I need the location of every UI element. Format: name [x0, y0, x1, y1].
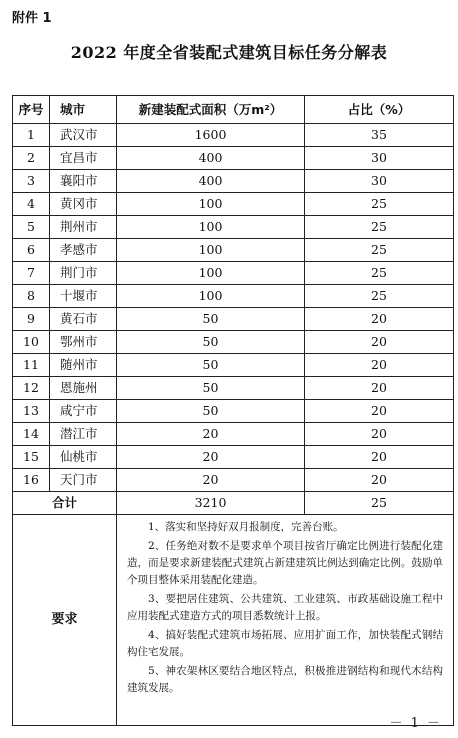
requirement-item: 5、神农架林区要结合地区特点，积极推进钢结构和现代木结构建筑发展。: [127, 665, 443, 694]
header-no: 序号: [13, 96, 50, 124]
row-area-cell: 50: [117, 400, 305, 423]
row-no-cell: 10: [13, 331, 50, 354]
row-area-cell: 100: [117, 262, 305, 285]
row-no-cell: 3: [13, 170, 50, 193]
row-ratio-cell: 20: [305, 446, 454, 469]
table-row: [13, 216, 454, 239]
header-area: 新建装配式面积（万m²）: [117, 96, 305, 124]
row-ratio-cell: 20: [305, 423, 454, 446]
table-row: [13, 354, 454, 377]
row-city-cell: 荆门市: [50, 262, 117, 285]
header-ratio: 占比（%）: [305, 96, 454, 124]
row-ratio-cell: 20: [305, 331, 454, 354]
row-area-cell: 50: [117, 377, 305, 400]
table-row: [13, 239, 454, 262]
table-row: [13, 400, 454, 423]
table-row: [13, 285, 454, 308]
table-row: [13, 331, 454, 354]
total-label: 合计: [13, 492, 117, 515]
row-city-cell: 黄石市: [50, 308, 117, 331]
row-ratio-cell: 35: [305, 124, 454, 147]
row-area-cell: 400: [117, 147, 305, 170]
row-area-cell: 50: [117, 308, 305, 331]
table-row: [13, 124, 454, 147]
table-row: [13, 262, 454, 285]
row-ratio-cell: 25: [305, 262, 454, 285]
row-area-cell: 100: [117, 216, 305, 239]
row-no-cell: 6: [13, 239, 50, 262]
attachment-label: 附件 1: [12, 11, 52, 26]
page-number: － 1 －: [389, 716, 442, 731]
row-no-cell: 9: [13, 308, 50, 331]
requirements-content: [117, 515, 454, 726]
table-row: [13, 423, 454, 446]
row-ratio-cell: 30: [305, 170, 454, 193]
row-no-cell: 15: [13, 446, 50, 469]
row-area-cell: 100: [117, 193, 305, 216]
requirement-item: 2、任务绝对数不是要求单个项目按省厅确定比例进行装配化建造，而是要求新建装配式建筑占新建建筑比例达到确定比例。鼓励单个项目整体采用装配化建造。: [127, 540, 443, 586]
row-no-cell: 14: [13, 423, 50, 446]
row-no-cell: 2: [13, 147, 50, 170]
row-area-cell: 100: [117, 239, 305, 262]
header-row: [13, 96, 454, 124]
table-body: [13, 124, 454, 726]
row-city-cell: 荆州市: [50, 216, 117, 239]
requirement-item: 3、要把居住建筑、公共建筑、工业建筑、市政基础设施工程中应用装配式建造方式的项目悉数统计上报。: [127, 593, 443, 622]
row-area-cell: 20: [117, 446, 305, 469]
row-city-cell: 天门市: [50, 469, 117, 492]
table-row: [13, 193, 454, 216]
row-city-cell: 仙桃市: [50, 446, 117, 469]
row-ratio-cell: 20: [305, 308, 454, 331]
row-no-cell: 13: [13, 400, 50, 423]
row-city-cell: 潜江市: [50, 423, 117, 446]
requirements-row: [13, 515, 454, 726]
row-no-cell: 16: [13, 469, 50, 492]
table-row: [13, 446, 454, 469]
row-no-cell: 7: [13, 262, 50, 285]
table-row: [13, 170, 454, 193]
total-area: 3210: [117, 492, 305, 515]
row-ratio-cell: 25: [305, 239, 454, 262]
requirement-item: 1、落实和坚持好双月报制度，完善台账。: [148, 521, 344, 533]
row-area-cell: 400: [117, 170, 305, 193]
table-row: [13, 308, 454, 331]
row-city-cell: 宜昌市: [50, 147, 117, 170]
requirements-label: 要求: [13, 515, 117, 726]
table-row: [13, 469, 454, 492]
row-city-cell: 十堰市: [50, 285, 117, 308]
row-ratio-cell: 20: [305, 377, 454, 400]
row-area-cell: 20: [117, 469, 305, 492]
row-city-cell: 武汉市: [50, 124, 117, 147]
row-no-cell: 4: [13, 193, 50, 216]
row-area-cell: 20: [117, 423, 305, 446]
row-area-cell: 50: [117, 354, 305, 377]
row-no-cell: 5: [13, 216, 50, 239]
row-city-cell: 黄冈市: [50, 193, 117, 216]
row-no-cell: 8: [13, 285, 50, 308]
header-city: 城市: [50, 96, 117, 124]
table-row: [13, 147, 454, 170]
row-ratio-cell: 25: [305, 216, 454, 239]
row-area-cell: 50: [117, 331, 305, 354]
row-city-cell: 随州市: [50, 354, 117, 377]
document-title: 2022 年度全省装配式建筑目标任务分解表: [70, 43, 388, 62]
row-area-cell: 1600: [117, 124, 305, 147]
total-row: [13, 492, 454, 515]
row-area-cell: 100: [117, 285, 305, 308]
table-row: [13, 377, 454, 400]
row-city-cell: 鄂州市: [50, 331, 117, 354]
row-ratio-cell: 30: [305, 147, 454, 170]
total-ratio: 25: [305, 492, 454, 515]
row-city-cell: 恩施州: [50, 377, 117, 400]
row-ratio-cell: 20: [305, 469, 454, 492]
row-ratio-cell: 25: [305, 193, 454, 216]
row-no-cell: 1: [13, 124, 50, 147]
row-no-cell: 12: [13, 377, 50, 400]
row-ratio-cell: 20: [305, 400, 454, 423]
row-city-cell: 襄阳市: [50, 170, 117, 193]
table-header: [13, 96, 454, 124]
requirement-item: 4、搞好装配式建筑市场拓展、应用扩面工作，加快装配式钢结构住宅发展。: [127, 629, 443, 658]
row-ratio-cell: 20: [305, 354, 454, 377]
row-ratio-cell: 25: [305, 285, 454, 308]
row-city-cell: 孝感市: [50, 239, 117, 262]
task-breakdown-table: [12, 95, 454, 726]
row-no-cell: 11: [13, 354, 50, 377]
row-city-cell: 咸宁市: [50, 400, 117, 423]
